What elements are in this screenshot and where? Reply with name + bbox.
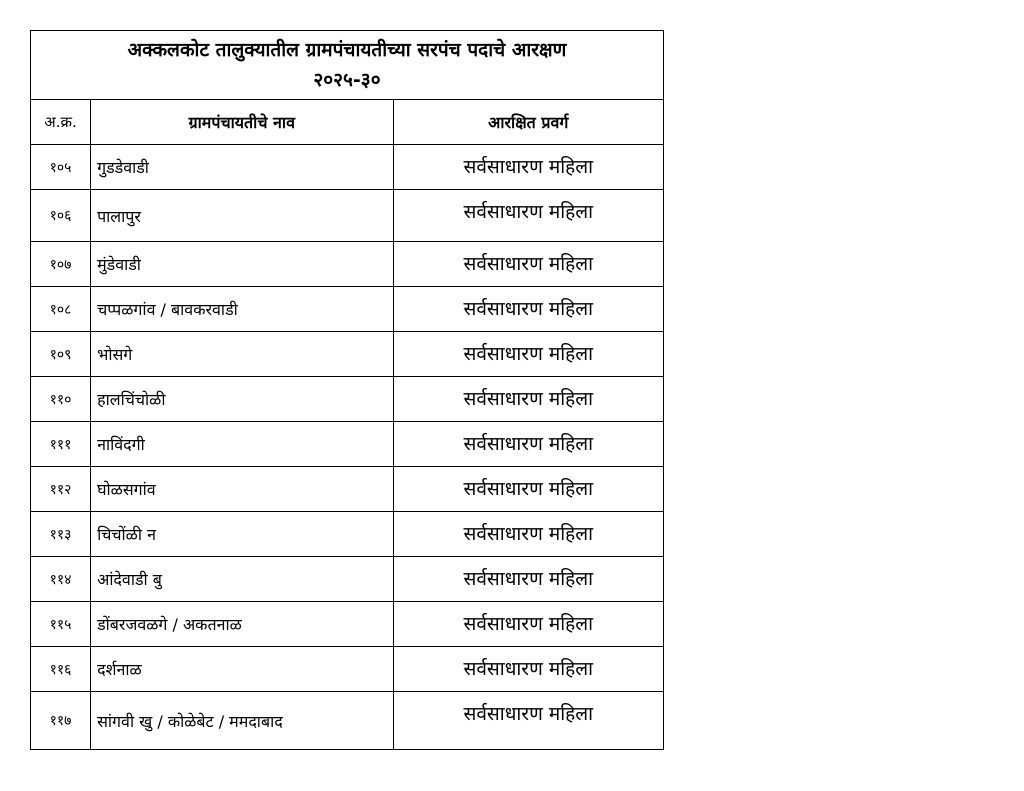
row-serial: ११४ — [31, 557, 91, 602]
row-village-name: हालचिंचोळी — [91, 377, 393, 422]
row-category: सर्वसाधारण महिला — [393, 190, 663, 242]
title-line-1: अक्कलकोट तालुक्यातील ग्रामपंचायतीच्या सरपंच पदाचे आरक्षण — [127, 39, 567, 61]
row-village-name: घोळसगांव — [91, 467, 393, 512]
table-row — [31, 190, 664, 242]
row-category: सर्वसाधारण महिला — [393, 242, 663, 287]
table-row — [31, 602, 664, 647]
table-row — [31, 467, 664, 512]
table-row — [31, 242, 664, 287]
row-serial: ११३ — [31, 512, 91, 557]
table-row — [31, 422, 664, 467]
row-serial: १०५ — [31, 145, 91, 190]
header-serial: अ.क्र. — [31, 100, 91, 145]
table-row — [31, 332, 664, 377]
row-village-name: मुंडेवाडी — [91, 242, 393, 287]
row-serial: १०६ — [31, 190, 91, 242]
header-row — [31, 100, 664, 145]
title-row — [31, 31, 664, 100]
row-village-name: डोंबरजवळगे / अकतनाळ — [91, 602, 393, 647]
row-category: सर्वसाधारण महिला — [393, 287, 663, 332]
table-row — [31, 557, 664, 602]
row-village-name: चिचोंळी न — [91, 512, 393, 557]
table-row — [31, 692, 664, 750]
row-category: सर्वसाधारण महिला — [393, 557, 663, 602]
table-row — [31, 377, 664, 422]
row-category: सर्वसाधारण महिला — [393, 145, 663, 190]
row-category: सर्वसाधारण महिला — [393, 647, 663, 692]
row-category: सर्वसाधारण महिला — [393, 692, 663, 750]
row-category: सर्वसाधारण महिला — [393, 377, 663, 422]
reservation-table — [30, 30, 664, 750]
table-row — [31, 287, 664, 332]
row-serial: ११७ — [31, 692, 91, 750]
row-village-name: नाविंदगी — [91, 422, 393, 467]
row-category: सर्वसाधारण महिला — [393, 332, 663, 377]
row-serial: १०७ — [31, 242, 91, 287]
row-village-name: पालापुर — [91, 190, 393, 242]
row-category: सर्वसाधारण महिला — [393, 467, 663, 512]
header-reserved-category: आरक्षित प्रवर्ग — [393, 100, 663, 145]
header-village-name: ग्रामपंचायतीचे नाव — [91, 100, 393, 145]
row-village-name: आंदेवाडी बु — [91, 557, 393, 602]
row-category: सर्वसाधारण महिला — [393, 512, 663, 557]
row-serial: ११० — [31, 377, 91, 422]
title-line-2: २०२५-३० — [313, 69, 381, 91]
row-village-name: चप्पळगांव / बावकरवाडी — [91, 287, 393, 332]
row-village-name: दर्शनाळ — [91, 647, 393, 692]
table-row — [31, 647, 664, 692]
row-serial: १०८ — [31, 287, 91, 332]
row-serial: ११२ — [31, 467, 91, 512]
row-category: सर्वसाधारण महिला — [393, 422, 663, 467]
row-village-name: भोसगे — [91, 332, 393, 377]
table-row — [31, 512, 664, 557]
document-title — [31, 31, 664, 100]
row-serial: १११ — [31, 422, 91, 467]
row-serial: १०९ — [31, 332, 91, 377]
row-serial: ११५ — [31, 602, 91, 647]
row-serial: ११६ — [31, 647, 91, 692]
row-category: सर्वसाधारण महिला — [393, 602, 663, 647]
table-row — [31, 145, 664, 190]
row-village-name: गुडडेवाडी — [91, 145, 393, 190]
row-village-name: सांगवी खु / कोळेबेट / ममदाबाद — [91, 692, 393, 750]
